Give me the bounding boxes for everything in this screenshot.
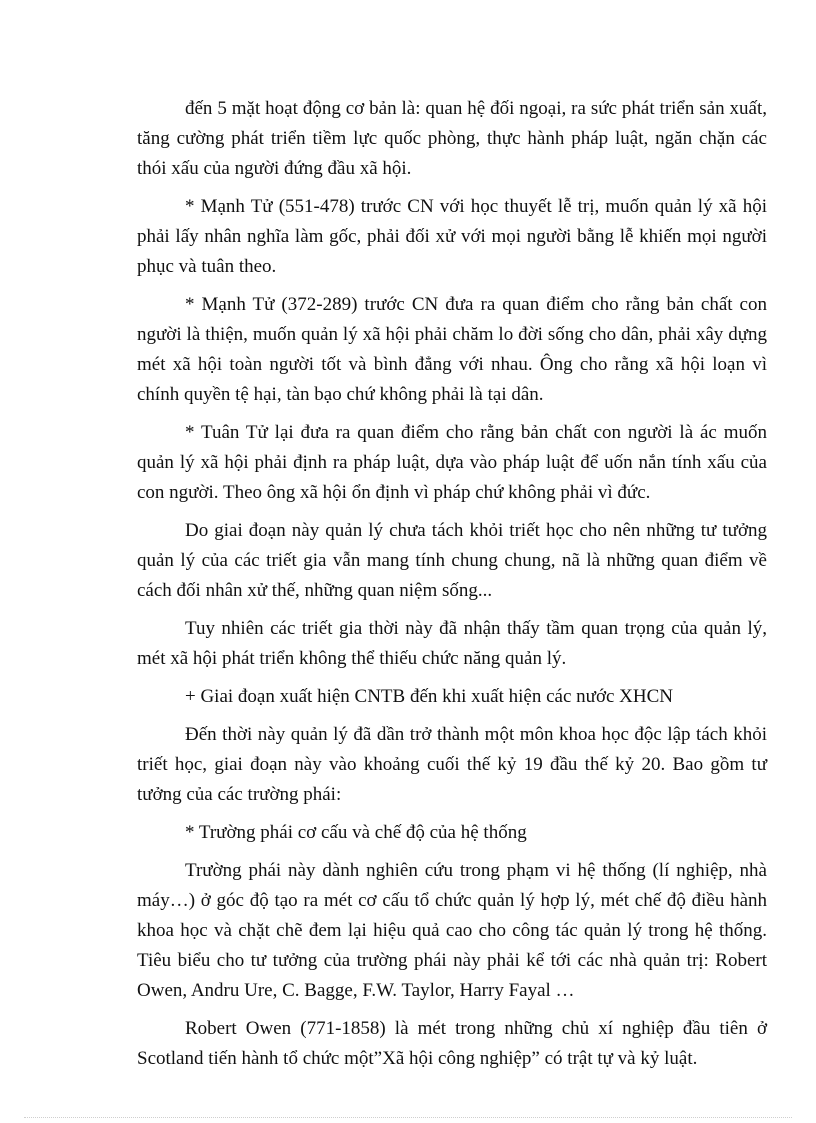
- footer-divider: [24, 1117, 792, 1118]
- document-body: [137, 94, 767, 1082]
- paragraph-importance: Tuy nhiên các triết gia thời này đã nhận thấy tầm quan trọng của quản lý, mét xã hội phát triển không thể thiếu chức năng quản lý.: [137, 618, 767, 669]
- paragraph-manh-tu-le-tri: * Mạnh Tử (551-478) trước CN với học thuyết lễ trị, muốn quản lý xã hội phải lấy nhân nghĩa làm gốc, phải đối xử với mọi người bằng lễ khiến mọi người phục và tuân theo.: [137, 196, 767, 277]
- paragraph-manh-tu-thien: * Mạnh Tử (372-289) trước CN đưa ra quan điểm cho rằng bản chất con người là thiện, muốn quản lý xã hội phải chăm lo đời sống cho dân, phải xây dựng mét xã hội toàn người tốt và bình đẳng với nhau. Ông cho rằng xã hội loạn vì chính quyền tệ hại, tàn bạo chứ không phải là tại dân.: [137, 294, 767, 405]
- paragraph-capitalism-stage-heading: + Giai đoạn xuất hiện CNTB đến khi xuất hiện các nước XHCN: [185, 686, 674, 707]
- paragraph-school-heading: * Trường phái cơ cấu và chế độ của hệ thống: [185, 822, 527, 843]
- paragraph-school-description: Trường phái này dành nghiên cứu trong phạm vi hệ thống (lí nghiệp, nhà máy…) ở góc độ tạo ra mét cơ cấu tổ chức quản lý hợp lý, mét chế độ điều hành khoa học và chặt chẽ đem lại hiệu quả cao cho công tác quản lý trong hệ thống. Tiêu biểu cho tư tưởng của trường phái này phải kể tới các nhà quản trị: Robert Owen, Andru Ure, C. Bagge, F.W. Taylor, Harry Fayal …: [137, 860, 767, 1001]
- paragraph-philosophy-stage: Do giai đoạn này quản lý chưa tách khỏi triết học cho nên những tư tưởng quản lý của các triết gia vẫn mang tính chung chung, nã là những quan điểm về cách đối nhân xử thế, những quan niệm sống...: [137, 520, 767, 601]
- paragraph-tuan-tu: * Tuân Tử lại đưa ra quan điểm cho rằng bản chất con người là ác muốn quản lý xã hội phải định ra pháp luật, dựa vào pháp luật để uốn nắn tính xấu của con người. Theo ông xã hội ổn định vì pháp chứ không phải vì đức.: [137, 422, 767, 503]
- paragraph-independent-science: Đến thời này quản lý đã dần trở thành một môn khoa học độc lập tách khỏi triết học, giai đoạn này vào khoảng cuối thế kỷ 19 đầu thế kỷ 20. Bao gồm tư tưởng của các trường phái:: [137, 724, 767, 805]
- paragraph-robert-owen: Robert Owen (771-1858) là mét trong những chủ xí nghiệp đầu tiên ở Scotland tiến hành tổ chức một”Xã hội công nghiệp” có trật tự và kỷ luật.: [137, 1018, 767, 1069]
- paragraph-five-activities: đến 5 mặt hoạt động cơ bản là: quan hệ đối ngoại, ra sức phát triển sản xuất, tăng cường phát triển tiềm lực quốc phòng, thực hành pháp luật, ngăn chặn các thói xấu của người đứng đầu xã hội.: [137, 98, 767, 179]
